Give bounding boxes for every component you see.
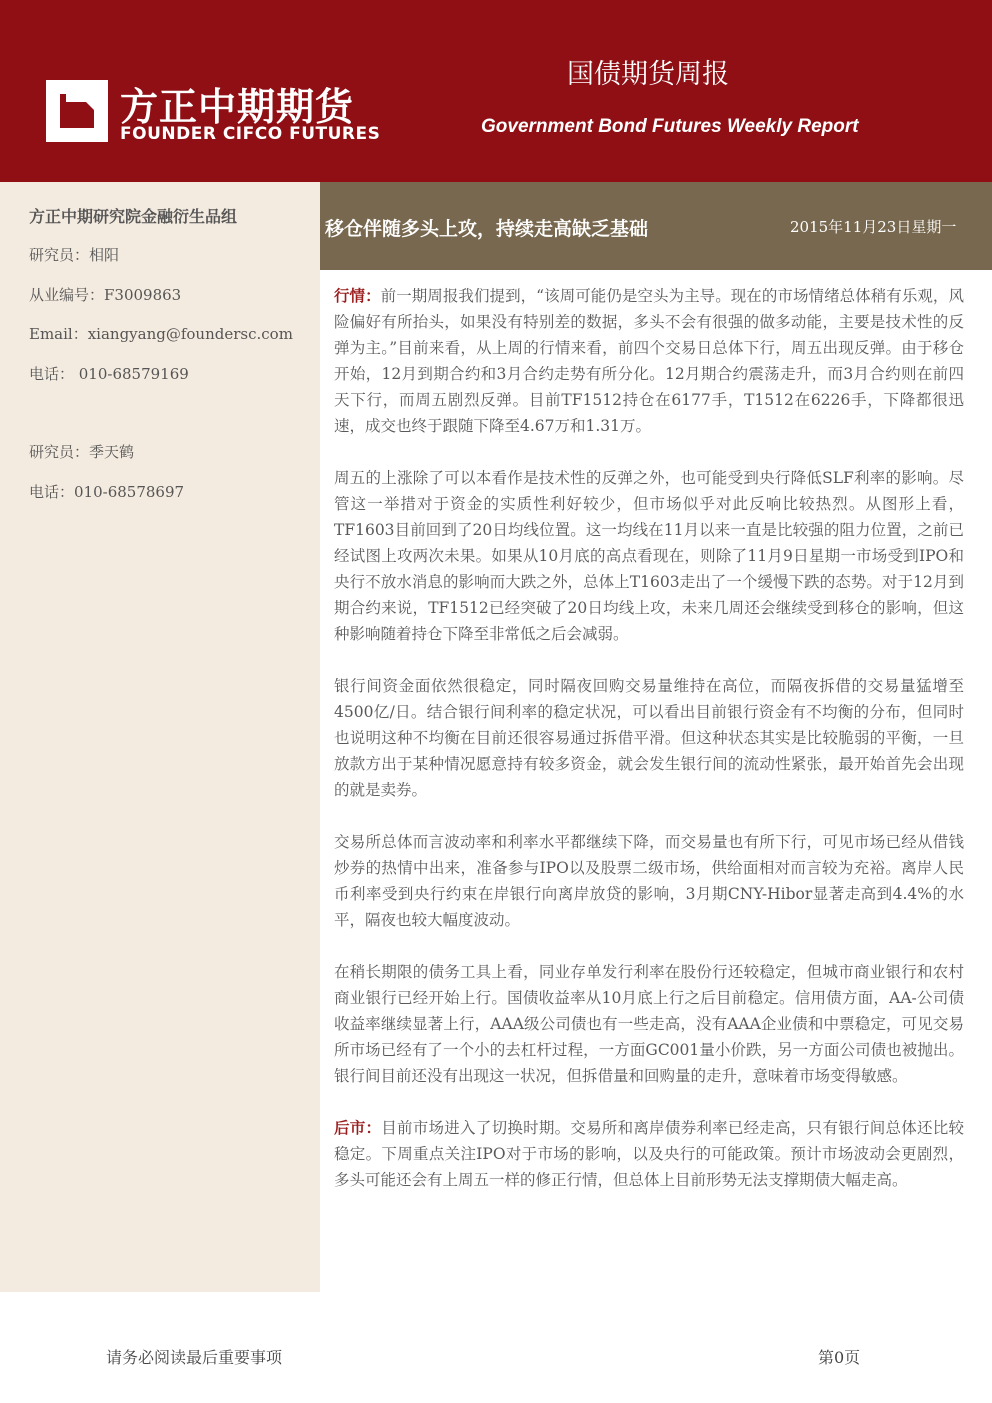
paragraph-text: 交易所总体而言波动率和利率水平都继续下降，而交易量也有所下行，可见市场已经从借钱炒券的热情中出来，准备参与IPO以及股票二级市场，供给面相对而言较为充裕。离岸人民币利率受到央行约束在岸银行向离岸放贷的影响，3月期CNY-Hibor显著走高到4.4%的水平，隔夜也较大幅度波动。: [334, 833, 964, 929]
title-bar: [320, 182, 992, 270]
brand-name-cn: 方正中期期货: [120, 85, 355, 129]
researcher-email: Email：xiangyang@foundersc.com: [29, 325, 293, 343]
paragraph-text: 周五的上涨除了可以本看作是技术性的反弹之外，也可能受到央行降低SLF利率的影响。尽管这一举措对于资金的实质性利好较少，但市场似乎对此反响比较热烈。从图形上看，TF1603目前回到了20日均线位置。这一均线在11月以来一直是比较强的阻力位置，之前已经试图上攻两次未果。如果从10月底的高点看现在，则除了11月9日星期一市场受到IPO和央行不放水消息的影响而大跌之外，总体上T1603走出了一个缓慢下跌的态势。对于12月到期合约来说，TF1512已经突破了20日均线上攻，未来几周还会继续受到移仓的影响，但这种影响随着持仓下降至非常低之后会减弱。: [334, 469, 964, 643]
research-group: 方正中期研究院金融衍生品组: [29, 207, 238, 226]
report-header: [0, 0, 992, 182]
report-headline: 移仓伴随多头上攻，持续走高缺乏基础: [325, 218, 649, 240]
paragraph-outlook: [334, 1115, 964, 1193]
section-label-market: 行情：: [334, 287, 381, 305]
paragraph-text: 目前市场进入了切换时期。交易所和离岸债券利率已经走高，只有银行间总体还比较稳定。下周重点关注IPO对于市场的影响，以及央行的可能政策。预计市场波动会更剧烈，多头可能还会有上周五一样的修正行情，但总体上目前形势无法支撑期债大幅走高。: [334, 1119, 964, 1189]
report-title-cn: 国债期货周报: [567, 59, 729, 90]
license-number: 从业编号：F3009863: [29, 286, 182, 304]
researcher-phone: 电话：010-68578697: [29, 483, 185, 501]
report-date: 2015年11月23日星期一: [790, 218, 957, 236]
paragraph-text: 前一期周报我们提到，“该周可能仍是空头为主导。现在的市场情绪总体稍有乐观，风险偏好有所抬头，如果没有特别差的数据，多头不会有很强的做多动能，主要是技术性的反弹为主。”目前来看，从上周的行情来看，前四个交易日总体下行，周五出现反弹。由于移仓开始，12月到期合约和3月合约走势有所分化。12月期合约震荡走升，而3月合约则在前四天下行，而周五剧烈反弹。目前TF1512持仓在6177手，T1512在6226手，下降都很迅速，成交也终于跟随下降至4.67万和1.31万。: [334, 287, 964, 435]
report-title-en: Government Bond Futures Weekly Report: [481, 116, 859, 137]
paragraph-text: 在稍长期限的债务工具上看，同业存单发行利率在股份行还较稳定，但城市商业银行和农村商业银行已经开始上行。国债收益率从10月底上行之后目前稳定。信用债方面，AA-公司债收益率继续显著上行，AAA级公司债也有一些走高，没有AAA企业债和中票稳定，可见交易所市场已经有了一个小的去杠杆过程，一方面GC001量小价跌，另一方面公司债也被抛出。银行间目前还没有出现这一状况，但拆借量和回购量的走升，意味着市场变得敏感。: [334, 963, 964, 1085]
paragraph-market: [334, 283, 964, 439]
footer-notice: 请务必阅读最后重要事项: [106, 1348, 283, 1367]
researcher-name: 研究员：相阳: [29, 246, 120, 264]
founder-logo-icon: [46, 80, 108, 142]
brand-name-en: FOUNDER CIFCO FUTURES: [120, 124, 381, 144]
researcher-name: 研究员：季天鹤: [29, 443, 135, 461]
researcher-phone: 电话： 010-68579169: [29, 365, 189, 383]
paragraph-text: 银行间资金面依然很稳定，同时隔夜回购交易量维持在高位，而隔夜拆借的交易量猛增至4500亿/日。结合银行间利率的稳定状况，可以看出目前银行资金有不均衡的分布，但同时也说明这种不均衡在目前还很容易通过拆借平滑。但这种状态其实是比较脆弱的平衡，一旦放款方出于某种情况愿意持有较多资金，就会发生银行间的流动性紧张，最开始首先会出现的就是卖券。: [334, 677, 964, 799]
page-number: 第0页: [818, 1348, 861, 1367]
analyst-sidebar: [0, 182, 320, 1292]
report-body: [334, 283, 964, 1219]
section-label-outlook: 后市：: [334, 1119, 382, 1137]
